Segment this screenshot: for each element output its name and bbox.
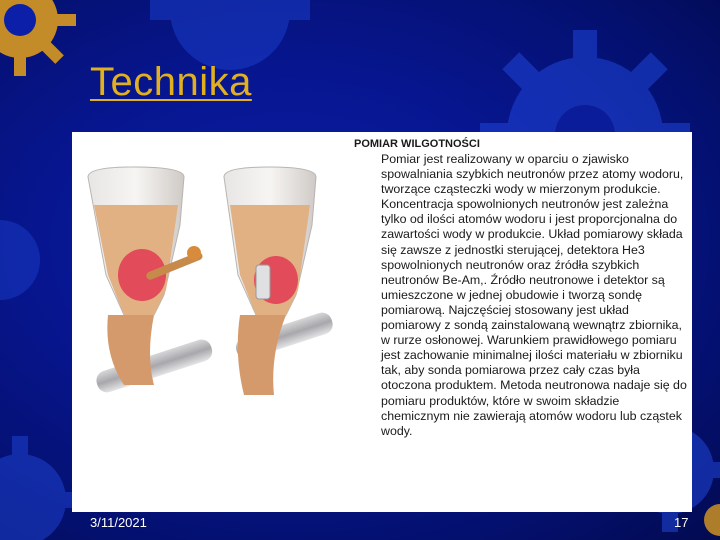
gear-icon-top-left: [0, 0, 80, 80]
hopper-illustration: [84, 165, 334, 405]
footer-date: 3/11/2021: [90, 515, 147, 530]
slide-title: Technika: [90, 60, 252, 104]
gear-icon-left-mid: [0, 180, 60, 340]
body-paragraph: Pomiar jest realizowany w oparciu o zjawisko spowalniania szybkich neutronów przez atomy wodoru, tworzące cząsteczki wody w mierzonym produkcie. Koncentracja spowolnionych neutronów jest zależna tylko od ilości atomów wodoru i jest proporcjonalna do zawartości wody w produkcie. Układ pomiarowy składa się zawsze z jednostki sterującej, detektora He3 spowolnionych neutronów oraz źródła szybkich neutronów Be-Am,. Źródło neutronowe i detektor są umieszczone w jednej obudowie i tworzą sondę pomiarową. Najczęściej stosowany jest układ pomiarowy z sondą zainstalowaną wewnątrz zbiornika, w rurze osłonowej. Warunkiem prawidłowego pomiaru jest zachowanie minimalnej ilości materiału w zbiorniku tak, aby sonda pomiarowa przez cały czas była otoczona produktem. Metoda neutronowa nadaje się do pomiaru produktów, które w swoim składzie chemicznym nie zawierają atomów wodoru lub cząstek wody.: [381, 152, 687, 438]
slide-number: 17: [674, 515, 689, 530]
section-heading: POMIAR WILGOTNOŚCI: [354, 138, 480, 150]
